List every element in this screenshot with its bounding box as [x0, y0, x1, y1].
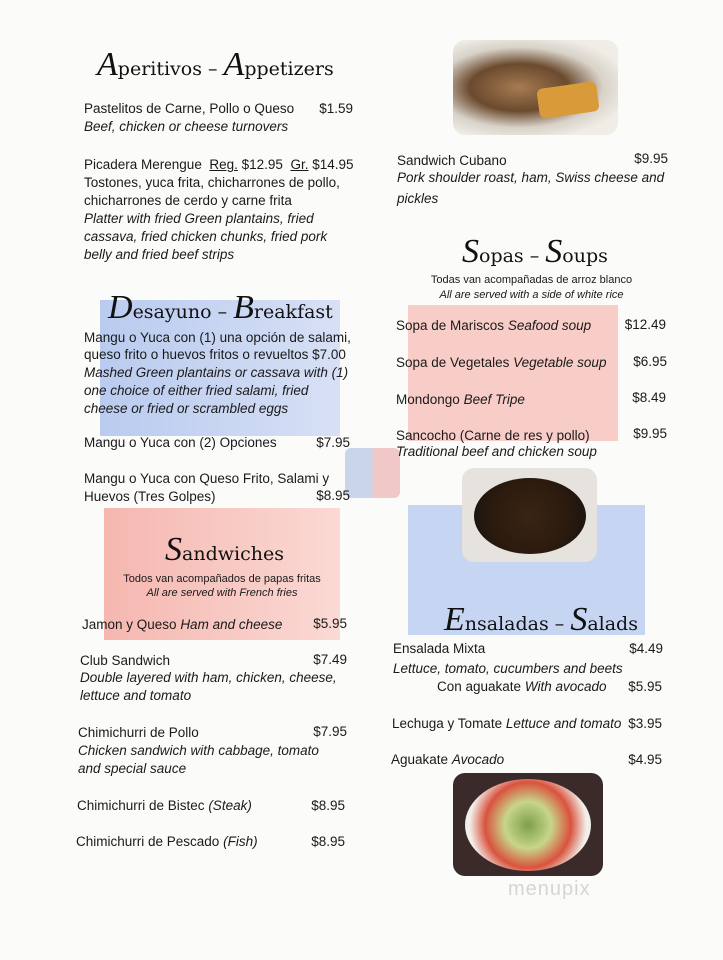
- item-name: Club Sandwich: [80, 653, 171, 668]
- item-price: $8.95: [311, 834, 345, 849]
- item-desc: cheese or fried or scrambled eggs: [84, 401, 289, 416]
- soups-heading: Sopas – Soups: [462, 233, 608, 270]
- item-name: Sancocho (Carne de res y pollo): [396, 428, 590, 443]
- item-desc: pickles: [397, 191, 439, 206]
- item-name: Mangu o Yuca con (2) Opciones: [84, 435, 277, 450]
- item-name: Sopa de Mariscos Seafood soup: [396, 318, 592, 333]
- sandwiches-note-es: Todos van acompañados de papas fritas: [123, 573, 321, 585]
- item-price: $9.95: [634, 151, 668, 166]
- item-price: $3.95: [628, 716, 662, 731]
- soups-note-es: Todas van acompañadas de arroz blanco: [430, 274, 633, 286]
- item-desc: Chicken sandwich with cabbage, tomato: [78, 743, 319, 758]
- item-price: $5.95: [313, 616, 347, 631]
- watermark: menupix: [508, 878, 591, 900]
- salad-photo: [453, 773, 603, 876]
- item-name: Mangu o Yuca con (1) una opción de salami,: [84, 330, 351, 345]
- item-price: $8.95: [316, 488, 350, 503]
- item-desc-es: Tostones, yuca frita, chicharrones de pollo,: [84, 175, 340, 190]
- item-name: Con aguakate With avocado: [437, 679, 607, 694]
- item-name: Huevos (Tres Golpes): [84, 489, 216, 504]
- item-price: $7.95: [313, 724, 347, 739]
- item-desc: Lettuce, tomato, cucumbers and beets: [393, 661, 623, 676]
- soups-note-en: All are served with a side of white rice: [439, 289, 624, 301]
- appetizers-heading: Aperitivos – Appetizers: [97, 46, 334, 83]
- item-desc: Platter with fried Green plantains, fried: [84, 211, 314, 226]
- item-desc: Pork shoulder roast, ham, Swiss cheese and: [397, 170, 665, 185]
- item-name: Mondongo Beef Tripe: [396, 392, 525, 407]
- item-desc: belly and fried beef strips: [84, 247, 235, 262]
- item-desc: cassava, fried chicken chunks, fried pork: [84, 229, 328, 244]
- item-price: $1.59: [319, 101, 353, 116]
- item-desc-es: chicharrones de cerdo y carne frita: [84, 193, 292, 208]
- item-name: Pastelitos de Carne, Pollo o Queso: [84, 101, 295, 116]
- soup-photo: [462, 468, 597, 562]
- breakfast-heading: Desayuno – Breakfast: [108, 289, 333, 326]
- item-desc: Mashed Green plantains or cassava with (1): [84, 365, 349, 380]
- item-desc: Traditional beef and chicken soup: [396, 444, 597, 459]
- item-desc: Double layered with ham, chicken, cheese,: [80, 670, 337, 685]
- item-price: $7.95: [316, 435, 350, 450]
- item-price: $4.95: [628, 752, 662, 767]
- flag-emblem: [345, 448, 400, 498]
- salads-heading: Ensaladas – Salads: [444, 601, 638, 638]
- item-name: Jamon y Queso Ham and cheese: [82, 617, 283, 632]
- item-name: Chimichurri de Pescado (Fish): [76, 834, 258, 849]
- item-price: $12.49: [624, 317, 666, 332]
- item-desc: Beef, chicken or cheese turnovers: [84, 119, 289, 134]
- item-name: Mangu o Yuca con Queso Frito, Salami y: [84, 471, 330, 486]
- item-name: Ensalada Mixta: [393, 641, 486, 656]
- item-name: Picadera Merengue Reg. $12.95 Gr. $14.95: [84, 157, 354, 172]
- item-name: Sopa de Vegetales Vegetable soup: [396, 355, 607, 370]
- item-price: $4.49: [629, 641, 663, 656]
- sandwiches-note-en: All are served with French fries: [146, 587, 298, 599]
- item-desc: one choice of either fried salami, fried: [84, 383, 309, 398]
- sandwiches-heading: Sandwiches: [165, 531, 284, 568]
- item-price: $7.49: [313, 652, 347, 667]
- item-price: $9.95: [633, 426, 667, 441]
- item-desc: lettuce and tomato: [80, 688, 192, 703]
- item-price: $8.49: [632, 390, 666, 405]
- item-name: Lechuga y Tomate Lettuce and tomato: [392, 716, 622, 731]
- item-price: $5.95: [628, 679, 662, 694]
- item-price: $8.95: [311, 798, 345, 813]
- item-name: queso frito o huevos fritos o revueltos $7.00: [84, 347, 346, 362]
- item-name: Chimichurri de Bistec (Steak): [77, 798, 252, 813]
- item-name: Sandwich Cubano: [397, 153, 507, 168]
- item-name: Aguakate Avocado: [391, 752, 505, 767]
- item-desc: and special sauce: [78, 761, 187, 776]
- item-name: Chimichurri de Pollo: [78, 725, 199, 740]
- cuban-sandwich-photo: [453, 40, 618, 135]
- item-price: $6.95: [633, 354, 667, 369]
